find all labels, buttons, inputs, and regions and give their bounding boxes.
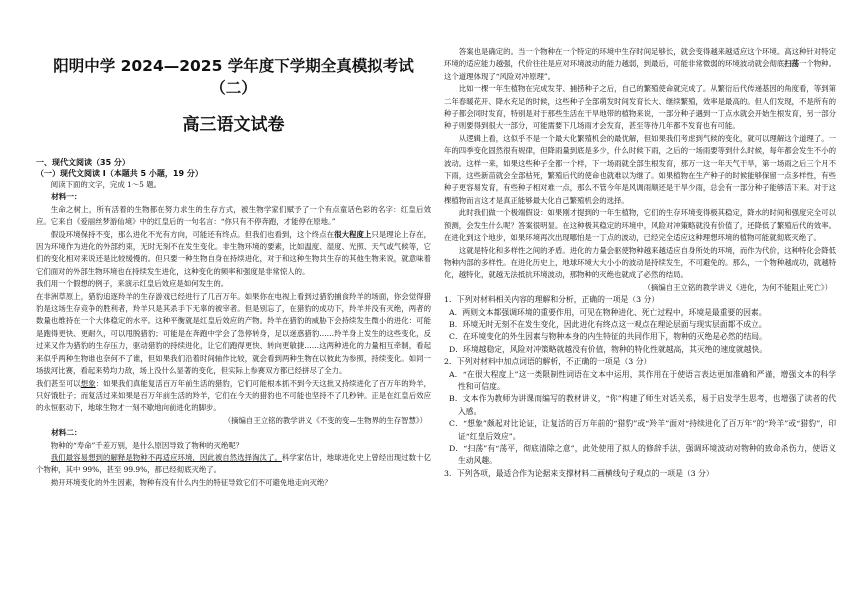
material-1-paragraph: 生命之树上，所有活着的生物都在努力求生的生存方式，被生物学家们赋予了一个有点童话色彩的名字：红皇后效应。它来自《爱丽丝梦游仙境》中的红皇后的一句名言：“你只有不停奔跑，才能停在原地。”	[36, 204, 431, 227]
material-1-source: （摘编自王立铭的教学讲义《不变的变—生物界的生存智慧》）	[223, 415, 427, 425]
right-column	[444, 0, 836, 607]
text-span: 一个物种。这个道理体现了“风险对冲原理”。	[444, 59, 836, 81]
material-2-paragraph	[444, 46, 836, 83]
material-2-paragraph	[36, 452, 431, 477]
material-2-paragraph: 从逻辑上看，这似乎不是一个最大化繁殖机会的最优解，但如果我们考虑到气候的变化，就可以理解这个道理了。一年的四季变化固然很有规律，但降雨量到底是多少，什么时候下雨，之后的一场雨要等到什么时候，每年都会发生不小的波动。这样一来，如果这些种子全都一个样，下一场雨就全部生根发育，那万一这一年天气干旱，第一场雨之后三个月不下雨，这些新苗就会全部枯死，繁殖后代的使命也就难以为继了。如果植物在生产种子的时候能够保留一点多样性，有些种子更容易发育，有些种子相对难一点，那么不管今年是风调雨顺还是干旱少雨，总会有一部分种子能够活下来。对于这棵植物而言这才是真正能够最大化自己繁殖机会的选择。	[444, 133, 836, 205]
question-3: 3．下列各项，最适合作为论据来支撑材料二画横线句子观点的一项是（3 分）	[444, 468, 714, 478]
text-span: 我们甚至可以	[36, 378, 81, 388]
exam-title: 阳明中学 2024—2025 学年度下学期全真模拟考试（二）	[53, 57, 414, 97]
question-1-option-c: C．在环境变化的外生因素与物种本身的内生特征的共同作用下，物种的灭绝是必然的结局。	[449, 332, 767, 342]
text-span: 科学家估计，地球进化史上曾经出现过数十亿个物种，其中 99%，甚至 99.9%，都已经彻底灭绝了。	[36, 452, 431, 475]
dotted-phrase: 想象	[80, 378, 96, 388]
section-heading: 一、现代文阅读（35 分）	[36, 158, 130, 167]
material-1-label: 材料一：	[51, 192, 82, 202]
question-2-option-b: B．文本作为教师为讲课而编写的教材讲义，“你”构建了师生对话关系，易于启发学生思考，也增强了读者的代入感。	[449, 394, 836, 416]
underlined-sentence: 我们最容易想到的解释是物种不再适应环境，因此被自然选择淘汰了。	[50, 452, 282, 462]
text-span: 只是理论上存在，因为环境作为进化的外部约束，无时无刻不在发生变化。非生物环境的要素，比如温度、湿度、光照、天气或气候等，它们的变化相对来说还是比较缓慢的。但只要一种生物自身在持续进化，对于和这种生物共生存的其他生物来说，就意味着它们面对的外部生物环境也在持续发生进化，这种变化的频率和强度是非常惊人的。	[36, 229, 431, 276]
question-2-option-a: A．“在很大程度上”这一类限制性词语在文本中运用，其作用在于使语言表达更加准确和严谨，增强文本的科学性和可信度。	[449, 369, 836, 391]
material-1-paragraph: 我们用一个假想的例子，来演示红皇后效应是如何发生的。	[36, 279, 229, 289]
material-2-paragraph: 拗开环境变化的外生因素，物种有没有什么内生的特征导致它们不可避免地走向灭绝？	[50, 477, 332, 487]
material-2-label: 材料二：	[51, 428, 82, 438]
material-1-paragraph: 在非洲草原上，猎豹追逐羚羊的生存游戏已经进行了几百万年。如果你在电视上看到过猎豹捕食羚羊的场面，你会觉得猎豹是这场生存竞争的胜利者，羚羊只是其杀手下无辜的被宰者。但是别忘了，在猎豹的成功下，羚羊并没有灭绝，两者的数量也维持在一个大体稳定的水平。这种平衡就是红皇后效应的产物。羚羊在猎豹的威胁下会持续发生微小的进化：可能是跑得更快、更耐久，可以甩脱猎豹；可能是在奔跑中学会了急停转身，足以迷惑猎豹……羚羊身上发生的这些变化，反过来又作为猎豹的生存压力，驱动猎豹的持续进化，让它们跑得更快、转向更敏捷……这两种进化的力量相互牵制，看起来似乎两种生物谁也奈何不了谁，但如果我们沿着时间轴作比较，就会看到两种生物在以彼此为参照，持续变化。如同一场拔河比赛，看起来势均力敌，场上没什么显著的变化，但实际上参赛双方都已经拼尽了全力。	[36, 291, 431, 376]
question-1: 1．下列对材料相关内容的理解和分析，正确的一项是（3 分）	[444, 295, 660, 305]
text-span: 假设环境保持不变，那么进化不光有方向，可能还有终点。但我们也看到，这个终点在	[50, 229, 335, 239]
material-2-paragraph: 这就是特化和多样性之间的矛盾。进化的力量会驱使物种越来越适应自身所处的环境，而作为代价，这种特化会降低物种内部的多样性。在进化历史上，地球环境大大小小的波动是持续发生，不可避免的。那么，一个物种越成功，就越特化，越特化，就越无法抵抗环境波动，那物种的灭绝也就成了必然的结局。	[444, 245, 836, 280]
material-2-paragraph: 此时我们做一个极端假设：如果刚才提到的一年生植物，它们的生存环境变得极其稳定，降水的时间和强度完全可以预测，会发生什么呢？答案很明显。在这种极其稳定的环境中，风险对冲策略就没有价值了，还降低了繁殖后代的效率。在进化到这个地步，如果环境再次出现哪怕是一丁点的波动，已经完全适应这种理想环境的植物可能就彻底灭绝了。	[444, 208, 836, 243]
text-span: 答案也是确定的。当一个物种在一个特定的环境中生存时间足够长，就会变得越来越适应这个环境。高这种针对特定环境的适应能力越强，代价往往是应对环境波动的能力越弱，到最后，可能非常微弱的环境波动就会彻底	[444, 47, 836, 69]
material-2-paragraph: 物种的“寿命”千差万别，是什么原因导致了物种的灭绝呢？	[50, 440, 244, 450]
question-1-option-b: B．环境无时无刻不在发生变化，因此进化有终点这一观点在理论层面与现实层面都不成立。	[449, 319, 767, 329]
material-1-paragraph	[36, 378, 431, 415]
reading-instruction: 阅读下面的文字，完成 1～5 题。	[50, 180, 161, 189]
question-2-option-d: D．“扫荡”有“荡平，彻底清除之意”，此处使用了拟人的修辞手法，强调环境波动对物种的致命杀伤力，使语义生动风趣。	[449, 444, 836, 466]
material-2-source: （摘编自王立铭的教学讲义《进化，为何不能阻止死亡》）	[643, 282, 832, 292]
top-margin	[444, 0, 836, 46]
question-1-option-d: D．环境越稳定，风险对冲策略就越没有价值，物种的特化性就越高，其灭绝的速度就越快。	[449, 344, 768, 354]
material-1-paragraph	[36, 229, 431, 279]
question-2-option-c: C．“想象”颇起对比论证，让复活的百万年前的“猎豹”或“羚羊”面对“持续进化了百万年”的“羚羊”或“猎豹”，印证“红皇后效应”。	[449, 419, 836, 441]
left-column	[36, 0, 431, 607]
question-1-option-a: A．两则文本都强调环境的重要作用，可见在物种进化、死亡过程中，环境是最重要的因素。	[449, 307, 767, 317]
text-span: ：如果我们真能复活百万年前生活的猎豹，它们可能根本抓不到今天这批又持续进化了百万年的羚羊，只好饿肚子；而复活过来如果是百万年前生活的羚羊，它们在今天的猎豹也不可能也坚持不了几秒钟。正是在红皇后效应的永恒驱动下，地球生物才一刻不歇地向前进化的脚步。	[36, 378, 431, 413]
dotted-phrase: 很大程度上	[334, 229, 372, 239]
dotted-phrase: 扫荡	[784, 59, 799, 69]
sub-section-heading: （一）现代文阅读 I（本题共 5 小题，19 分）	[36, 169, 203, 178]
material-2-paragraph: 比如一棵一年生植物在完成发芽、捕捞种子之后，自己的繁殖使命就完成了。从繁衍后代传递基因的角度看，等到第二年春暖花开、降水充足的时候，这些种子全部萌发时间发育长大、继续繁殖，效率是最高的。但人们发现，不是所有的种子都会同时发育，特别是对于那些生活在干旱地带的植物来说，一部分种子遇到一丁点水就会开始生根发育，另一部分种子则要得到很大一部分，可能需要下几场雨才会发育，甚至等待几年都不发育也有可能。	[444, 84, 836, 131]
exam-subtitle: 高三语文试卷	[182, 115, 285, 135]
question-2: 2．下列对材料中加点词语的解析，不正确的一项是（3 分）	[444, 357, 652, 367]
